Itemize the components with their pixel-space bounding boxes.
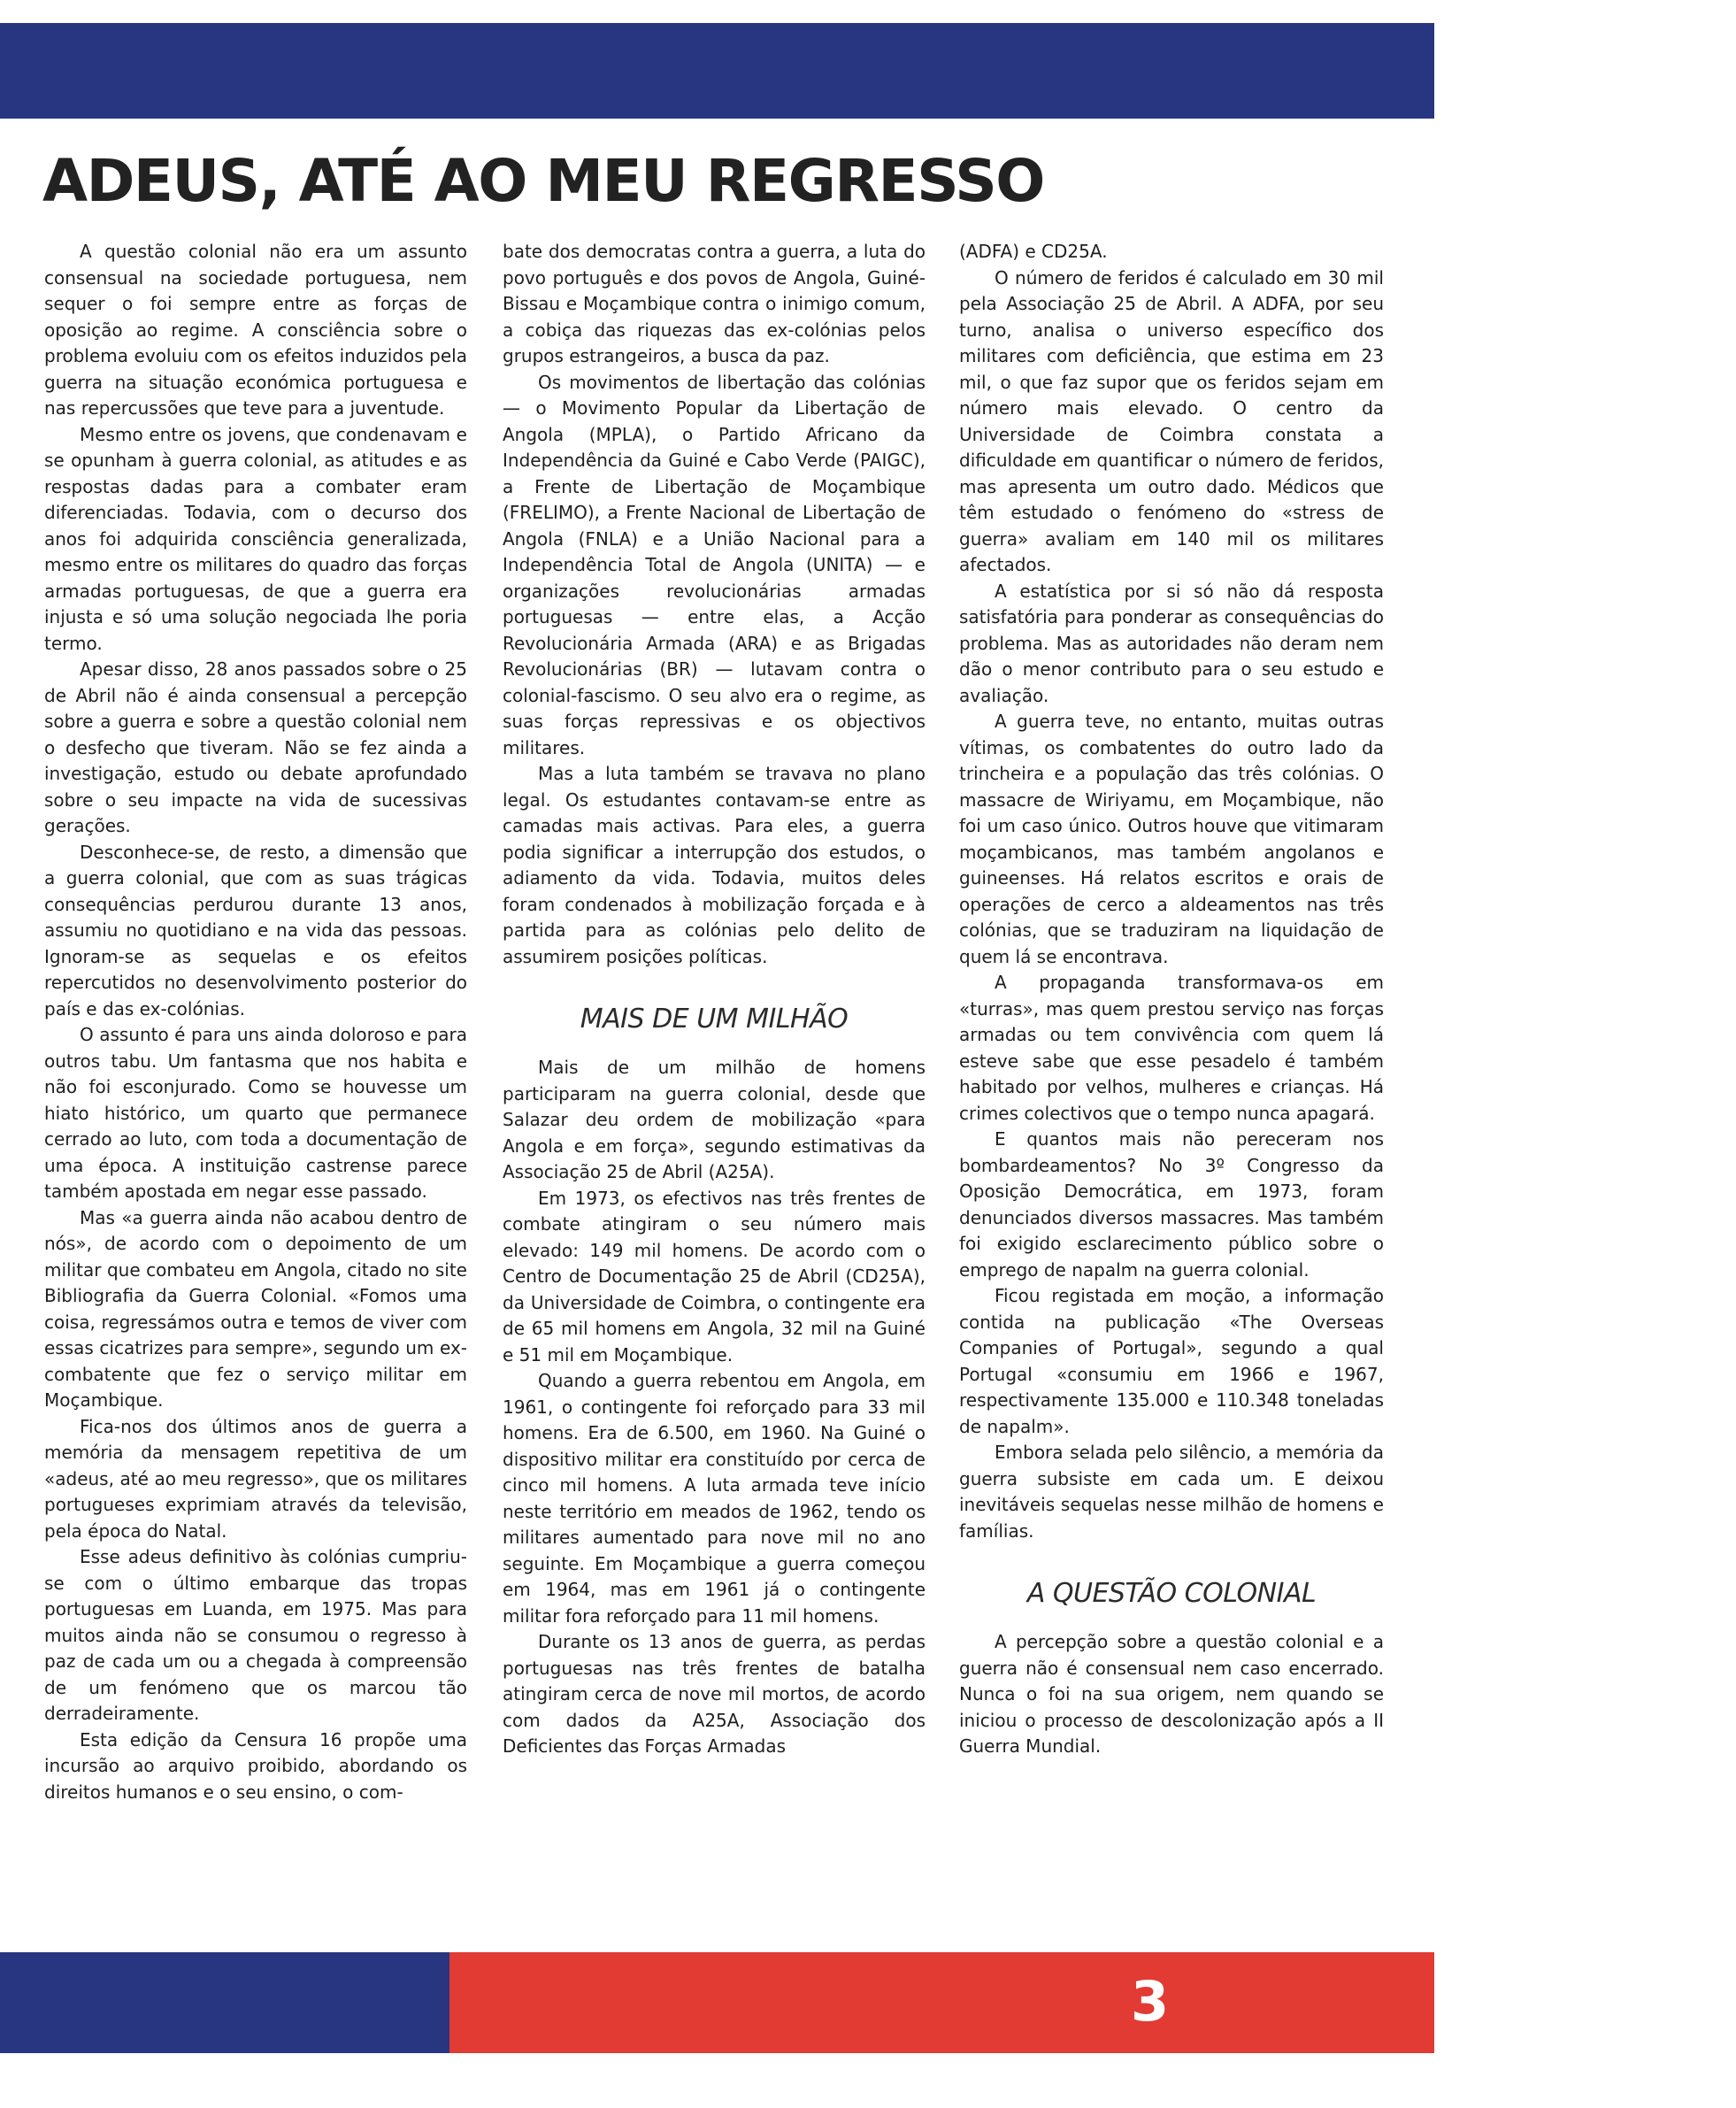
paragraph: (ADFA) e CD25A.: [959, 241, 1108, 262]
paragraph: Mas «a guerra ainda não acabou dentro de nós», de acordo com o depoimento de um militar que combateu em Angola, citado no site Bibliografia da Guerra Colonial. «Fomos uma coisa, regressámos outra e temos de viver com essas cicatrizes para sempre», segundo um ex-combatente que fez o serviço militar em Moçambique.: [44, 1206, 467, 1411]
footer-band: [0, 1952, 1736, 2104]
paragraph: Durante os 13 anos de guerra, as perdas portuguesas nas três frentes de batalha atingiram cerca de nove mil mortos, de acordo com dados da A25A, Associação dos Deficientes das Forças Armadas: [503, 1631, 926, 1757]
paragraph: A estatística por si só não dá resposta satisfatória para ponderar as consequências do problema. Mas as autoridades não deram nem dão o menor contributo para o seu estudo e avaliação.: [959, 580, 1384, 706]
paragraph: O número de feridos é calculado em 30 mil pela Associação 25 de Abril. A ADFA, por seu turno, analisa o universo específico dos militares com deficiência, que estima em 23 mil, o que faz supor que os feridos sejam em número mais elevado. O centro da Universidade de Coimbra constata a dificuldade em quantificar o número de feridos, mas apresenta um outro dado. Médicos que têm estudado o fenómeno do «stress de guerra» avaliam em 140 mil os militares afectados.: [959, 266, 1384, 575]
paragraph: Apesar disso, 28 anos passados sobre o 25 de Abril não é ainda consensual a percepção sobre a guerra e sobre a questão colonial nem o desfecho que tiveram. Não se fez ainda a investigação, estudo ou debate aprofundado sobre o seu impacte na vida de sucessivas gerações.: [44, 658, 467, 836]
paragraph: Desconhece-se, de resto, a dimensão que a guerra colonial, que com as suas trágicas consequências perdurou durante 13 anos, assumiu no quotidiano e na vida das pessoas. Ignoram-se as sequelas e os efeitos repercutidos no desenvolvimento posterior do país e das ex-colónias.: [44, 841, 467, 1019]
paragraph: Os movimentos de libertação das colónias — o Movimento Popular da Libertação de Angola (MPLA), o Partido Africano da Independência da Guiné e Cabo Verde (PAIGC), a Frente de Libertação de Moçambique (FRELIMO), a Frente Nacional de Libertação de Angola (FNLA) e a União Nacional para a Independência Total de Angola (UNITA) — e organizações revolucionárias armadas portuguesas — entre elas, a Acção Revolucionária Armada (ARA) e as Brigadas Revolucionárias (BR) — lutavam contra o colonial-fascismo. O seu alvo era o regime, as suas forças repressivas e os objectivos militares.: [503, 371, 926, 758]
paragraph: Mesmo entre os jovens, que condenavam e se opunham à guerra colonial, as atitudes e as respostas dadas para a combater eram diferenciadas. Todavia, com o decurso dos anos foi adquirida consciência generalizada, mesmo entre os militares do quadro das forças armadas portuguesas, de que a guerra era injusta e só uma solução negociada lhe poria termo.: [44, 423, 467, 654]
paragraph: A propaganda transformava-os em «turras», mas quem prestou serviço nas forças armadas ou tem convivência com quem lá esteve sabe que esse pesadelo é também habitado por velhos, mulheres e crianças. Há crimes colectivos que o tempo nunca apagará.: [959, 972, 1384, 1124]
section-heading: MAIS DE UM MILHÃO: [580, 1004, 849, 1035]
paragraph: A percepção sobre a questão colonial e a guerra não é consensual nem caso encerrado. Nunca o foi na sua origem, nem quando se iniciou o processo de descolonização após a II Guerra Mundial.: [959, 1631, 1384, 1757]
article-column-3: [959, 239, 1384, 1760]
paragraph: Esse adeus definitivo às colónias cumpriu-se com o último embarque das tropas portuguesas em Luanda, em 1975. Mas para muitos ainda não se consumou o regresso à paz de cada um ou a chegada à compreensão de um fenómeno que os marcou tão derradeiramente.: [44, 1546, 467, 1724]
paragraph: bate dos democratas contra a guerra, a luta do povo português e dos povos de Angola, Guiné-Bissau e Moçambique contra o inimigo comum, a cobiça das riquezas das ex-colónias pelos grupos estrangeiros, a busca da paz.: [503, 241, 926, 366]
paragraph: Esta edição da Censura 16 propõe uma incursão ao arquivo proibido, abordando os direitos humanos e o seu ensino, o com-: [44, 1728, 467, 1803]
paragraph: Fica-nos dos últimos anos de guerra a memória da mensagem repetitiva de um «adeus, até ao meu regresso», que os militares portugueses exprimiam através da televisão, pela época do Natal.: [44, 1415, 467, 1542]
paragraph: Ficou registada em moção, a informação contida na publicação «The Overseas Companies of Portugal», segundo a qual Portugal «consumiu em 1966 e 1967, respectivamente 135.000 e 110.348 toneladas de napalm».: [959, 1285, 1384, 1437]
page-number: 3: [1131, 1969, 1170, 2034]
article-column-1: [44, 239, 467, 1805]
article-headline: ADEUS, ATÉ AO MEU REGRESSO: [42, 147, 1044, 215]
article-column-2: [503, 239, 926, 1760]
section-heading: A QUESTÃO COLONIAL: [1026, 1578, 1317, 1609]
paragraph: Embora selada pelo silêncio, a memória da guerra subsiste em cada um. E deixou inevitáveis sequelas nesse milhão de homens e famílias.: [959, 1442, 1384, 1542]
paragraph: A questão colonial não era um assunto consensual na sociedade portuguesa, nem sequer o foi sempre entre as forças de oposição ao regime. A consciência sobre o problema evoluiu com os efeitos induzidos pela guerra na situação económica portuguesa e nas repercussões que teve para a juventude.: [44, 241, 467, 419]
paragraph: Mais de um milhão de homens participaram na guerra colonial, desde que Salazar deu ordem de mobilização «para Angola e em força», segundo estimativas da Associação 25 de Abril (A25A).: [503, 1057, 926, 1182]
paragraph: A guerra teve, no entanto, muitas outras vítimas, os combatentes do outro lado da trincheira e a população das três colónias. O massacre de Wiriyamu, em Moçambique, não foi um caso único. Outros houve que vitimaram moçambicanos, mas também angolanos e guineenses. Há relatos escritos e orais de operações de cerco a aldeamentos nas três colónias, que se traduziram na liquidação de quem lá se encontrava.: [959, 711, 1384, 967]
paragraph: Quando a guerra rebentou em Angola, em 1961, o contingente foi reforçado para 33 mil homens. Era de 6.500, em 1960. Na Guiné o dispositivo militar era constituído por cerca de cinco mil homens. A luta armada teve início neste território em meados de 1962, tendo os militares aumentado para nove mil no ano seguinte. Em Moçambique a guerra começou em 1964, mas em 1961 já o contingente militar fora reforçado para 11 mil homens.: [503, 1370, 926, 1627]
paragraph: Mas a luta também se travava no plano legal. Os estudantes contavam-se entre as camadas mais activas. Para eles, a guerra podia significar a interrupção dos estudos, o adiamento da vida. Todavia, muitos deles foram condenados à mobilização forçada e à partida para as colónias pelo delito de assumirem posições políticas.: [503, 763, 926, 967]
paragraph: O assunto é para uns ainda doloroso e para outros tabu. Um fantasma que nos habita e não foi esconjurado. Como se houvesse um hiato histórico, um quarto que permanece cerrado ao luto, com toda a documentação de uma época. A instituição castrense parece também apostada em negar esse passado.: [44, 1024, 467, 1202]
footer-red-block: [449, 1952, 1736, 2104]
magazine-brand: Censura 16: [1504, 1971, 1736, 2104]
paragraph: E quantos mais não pereceram nos bombardeamentos? No 3º Congresso da Oposição Democrática, em 1973, foram denunciados diversos massacres. Mas também foi exigido esclarecimento público sobre o emprego de napalm na guerra colonial.: [959, 1128, 1384, 1281]
paragraph: Em 1973, os efectivos nas três frentes de combate atingiram o seu número mais elevado: 149 mil homens. De acordo com o Centro de Documentação 25 de Abril (CD25A), da Universidade de Coimbra, o contingente era de 65 mil homens em Angola, 32 mil na Guiné e 51 mil em Moçambique.: [503, 1187, 926, 1366]
top-color-band: [0, 23, 1434, 119]
